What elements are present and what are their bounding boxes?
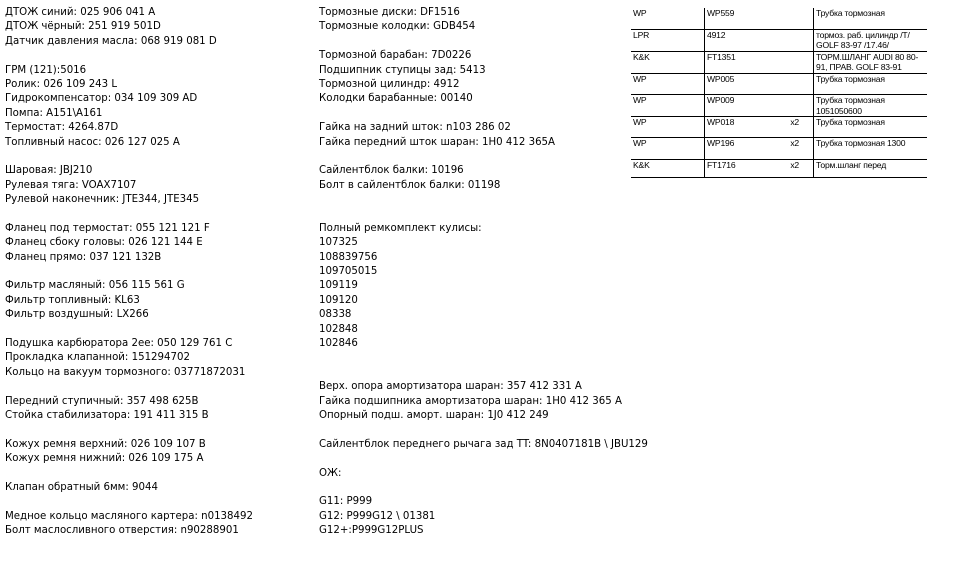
note-line: Гайка передний шток шаран: 1H0 412 365A bbox=[319, 136, 556, 148]
note-line: Помпа: A151\A161 bbox=[5, 107, 103, 119]
table-row bbox=[631, 95, 927, 117]
note-line: Сайлентблок переднего рычага зад TT: 8N0407181B \ JBU129 bbox=[319, 438, 648, 450]
note-line: Сайлентблок балки: 10196 bbox=[319, 165, 464, 177]
table-row bbox=[631, 8, 927, 30]
brand-cell: WP bbox=[631, 116, 705, 138]
note-line: Клапан обратный 6мм: 9044 bbox=[5, 481, 158, 493]
note-line: G12+:P999G12PLUS bbox=[319, 525, 424, 537]
note-line: Медное кольцо масляного картера: n0138492 bbox=[5, 510, 253, 522]
note-line: ДТОЖ чёрный: 251 919 501D bbox=[5, 21, 161, 33]
note-line: Ролик: 026 109 243 L bbox=[5, 78, 118, 90]
group-spacer bbox=[5, 467, 305, 481]
part-code-cell: WP018 bbox=[705, 116, 740, 138]
note-line: Прокладка клапанной: 151294702 bbox=[5, 352, 190, 364]
group-spacer bbox=[5, 495, 305, 509]
group-spacer bbox=[319, 452, 629, 466]
note-line: Передний ступичный: 357 498 625B bbox=[5, 395, 199, 407]
note-line: ОЖ: bbox=[319, 467, 342, 479]
note-line: ДТОЖ синий: 025 906 041 A bbox=[5, 7, 156, 18]
table-row bbox=[631, 30, 927, 52]
group-spacer bbox=[319, 366, 629, 380]
note-line: 109119 bbox=[319, 280, 358, 292]
note-line: ГРМ (121):5016 bbox=[5, 64, 87, 76]
brand-cell: WP bbox=[631, 138, 705, 160]
brand-cell: K&K bbox=[631, 51, 705, 73]
part-code-cell: FT1351 bbox=[705, 51, 740, 73]
description-cell: Трубка тормозная 1300 bbox=[814, 138, 928, 160]
table-row bbox=[631, 51, 927, 73]
note-line: 08338 bbox=[319, 309, 352, 321]
left-notes-column bbox=[5, 6, 305, 538]
group-spacer bbox=[319, 351, 629, 365]
brand-cell: WP bbox=[631, 8, 705, 30]
table-row bbox=[631, 159, 927, 177]
note-line: 109705015 bbox=[319, 266, 378, 278]
note-line: Гидрокомпенсатор: 034 109 309 AD bbox=[5, 93, 198, 105]
description-cell: ТОРМ.ШЛАНГ AUDI 80 80-91, ПРАВ. GOLF 83-91 bbox=[814, 51, 928, 73]
note-line: Тормозной цилиндр: 4912 bbox=[319, 78, 460, 90]
note-line: Кольцо на вакуум тормозного: 03771872031 bbox=[5, 366, 246, 378]
quantity-cell: x2 bbox=[739, 159, 814, 177]
table-row bbox=[631, 73, 927, 95]
brand-cell: K&K bbox=[631, 159, 705, 177]
table-row bbox=[631, 138, 927, 160]
group-spacer bbox=[5, 207, 305, 221]
part-code-cell: WP005 bbox=[705, 73, 740, 95]
part-code-cell: WP009 bbox=[705, 95, 740, 117]
note-line: Кожух ремня нижний: 026 109 175 A bbox=[5, 453, 204, 465]
part-code-cell: FT1716 bbox=[705, 159, 740, 177]
description-cell: Трубка тормозная bbox=[814, 8, 928, 30]
note-line: Фланец прямо: 037 121 132B bbox=[5, 251, 162, 263]
note-line: Колодки барабанные: 00140 bbox=[319, 93, 473, 105]
group-spacer bbox=[5, 323, 305, 337]
note-line: Гайка подшипника амортизатора шаран: 1H0 412 365 A bbox=[319, 395, 622, 407]
note-line: Подшипник ступицы зад: 5413 bbox=[319, 64, 486, 76]
part-code-cell: WP196 bbox=[705, 138, 740, 160]
note-line: 108839756 bbox=[319, 251, 378, 263]
note-line: Полный ремкомплект кулисы: bbox=[319, 222, 482, 234]
note-line: Тормозной барабан: 7D0226 bbox=[319, 50, 472, 62]
note-line: Болт маслосливного отверстия: n90288901 bbox=[5, 525, 239, 537]
group-spacer bbox=[5, 380, 305, 394]
note-line: Датчик давления масла: 068 919 081 D bbox=[5, 35, 217, 47]
note-line: 102848 bbox=[319, 323, 358, 335]
note-line: Болт в сайлентблок балки: 01198 bbox=[319, 179, 501, 191]
brand-cell: LPR bbox=[631, 30, 705, 52]
note-line: Фильтр масляный: 056 115 561 G bbox=[5, 280, 185, 292]
brake-parts-table bbox=[631, 8, 927, 178]
note-line: Тормозные диски: DF1516 bbox=[319, 7, 460, 18]
table-row bbox=[631, 116, 927, 138]
note-line: Фланец под термостат: 055 121 121 F bbox=[5, 222, 210, 234]
part-code-cell: 4912 bbox=[705, 30, 740, 52]
description-cell: тормоз. раб. цилиндр /T/ GOLF 83-97 /17.46/ bbox=[814, 30, 928, 52]
group-spacer bbox=[319, 107, 629, 121]
note-line: Рулевая тяга: VOAX7107 bbox=[5, 179, 137, 191]
note-line: Термостат: 4264.87D bbox=[5, 122, 119, 134]
note-line: Тормозные колодки: GDB454 bbox=[319, 21, 476, 33]
part-code-cell: WP559 bbox=[705, 8, 740, 30]
group-spacer bbox=[5, 423, 305, 437]
note-line: 109120 bbox=[319, 294, 358, 306]
note-line: Опорный подш. аморт. шаран: 1J0 412 249 bbox=[319, 409, 549, 421]
group-spacer bbox=[319, 423, 629, 437]
note-line: Фильтр воздушный: LX266 bbox=[5, 309, 149, 321]
description-cell: Трубка тормозная bbox=[814, 73, 928, 95]
description-cell: Трубка тормозная bbox=[814, 116, 928, 138]
quantity-cell bbox=[739, 8, 814, 30]
quantity-cell: x2 bbox=[739, 116, 814, 138]
note-line: Кожух ремня верхний: 026 109 107 B bbox=[5, 438, 206, 450]
group-spacer bbox=[319, 150, 629, 164]
note-line: G11: P999 bbox=[319, 496, 373, 508]
group-spacer bbox=[319, 207, 629, 221]
quantity-cell bbox=[739, 95, 814, 117]
group-spacer bbox=[319, 193, 629, 207]
quantity-cell bbox=[739, 51, 814, 73]
note-line: G12: P999G12 \ 01381 bbox=[319, 510, 436, 522]
note-line: Стойка стабилизатора: 191 411 315 B bbox=[5, 409, 209, 421]
group-spacer bbox=[5, 150, 305, 164]
group-spacer bbox=[5, 265, 305, 279]
quantity-cell: x2 bbox=[739, 138, 814, 160]
note-line: Подушка карбюратора 2ee: 050 129 761 C bbox=[5, 337, 233, 349]
note-line: Гайка на задний шток: n103 286 02 bbox=[319, 122, 511, 134]
note-line: Топливный насос: 026 127 025 A bbox=[5, 136, 180, 148]
quantity-cell bbox=[739, 73, 814, 95]
group-spacer bbox=[5, 49, 305, 63]
quantity-cell bbox=[739, 30, 814, 52]
group-spacer bbox=[319, 481, 629, 495]
note-line: Рулевой наконечник: JTE344, JTE345 bbox=[5, 194, 200, 206]
brand-cell: WP bbox=[631, 95, 705, 117]
description-cell: Торм.шланг перед bbox=[814, 159, 928, 177]
note-line: Верх. опора амортизатора шаран: 357 412 331 A bbox=[319, 381, 582, 393]
group-spacer bbox=[319, 35, 629, 49]
note-line: Фланец сбоку головы: 026 121 144 E bbox=[5, 237, 203, 249]
note-line: Фильтр топливный: KL63 bbox=[5, 294, 140, 306]
note-line: 107325 bbox=[319, 237, 358, 249]
brand-cell: WP bbox=[631, 73, 705, 95]
note-line: 102846 bbox=[319, 337, 358, 349]
description-cell: Трубка тормозная 1051050600 bbox=[814, 95, 928, 117]
note-line: Шаровая: JBJ210 bbox=[5, 165, 93, 177]
